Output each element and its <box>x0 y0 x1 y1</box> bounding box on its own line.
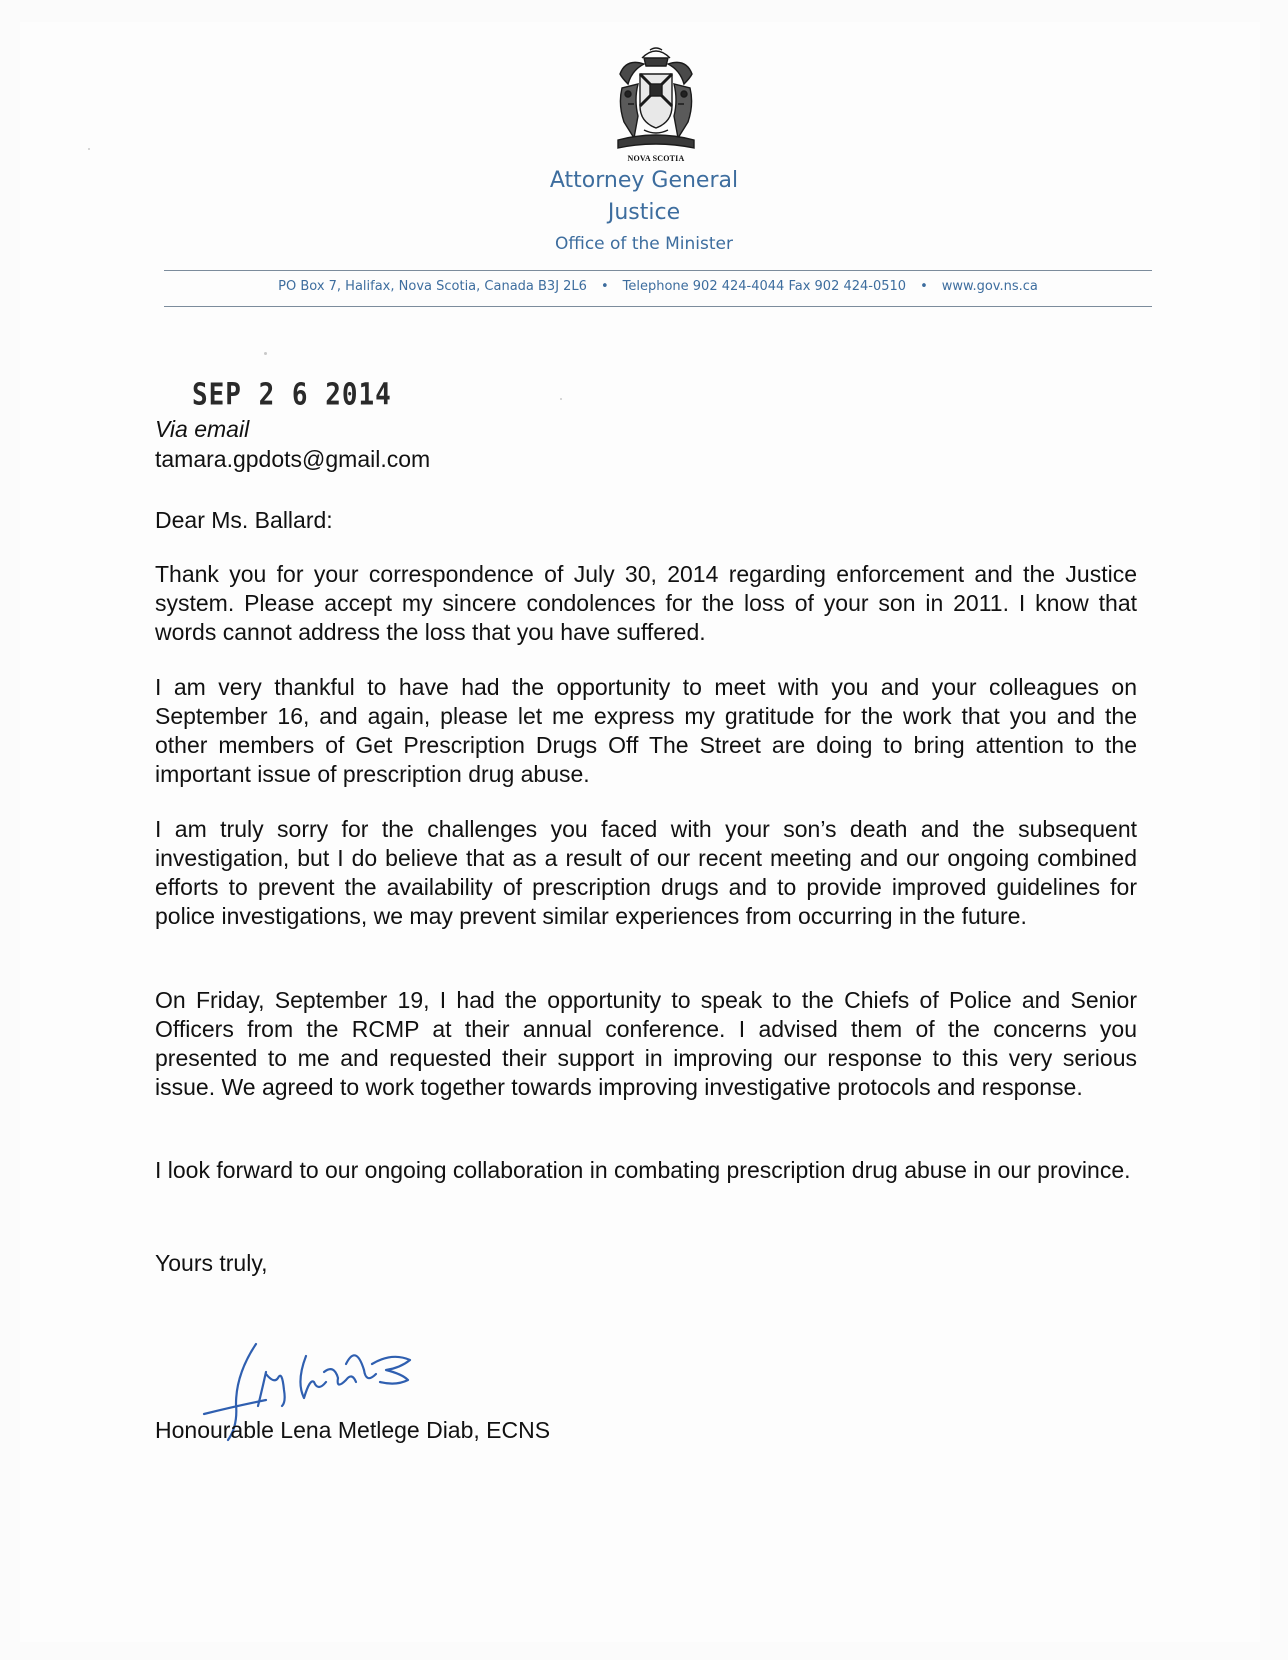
date-stamp: SEP 2 6 2014 <box>192 378 392 413</box>
scan-speck <box>264 352 267 355</box>
letterhead-website: www.gov.ns.ca <box>941 279 1038 294</box>
recipient-email: tamara.gpdots@gmail.com <box>155 446 431 472</box>
body-paragraph: I am very thankful to have had the opportunity to meet with you and your colleagues on September 16, and again, please let me express my gratitude for the work that you and the other members of Get Prescription Drugs Off The Street are doing to bring attention to the important issue of prescription drug abuse. <box>155 674 1137 787</box>
body-paragraph: I am truly sorry for the challenges you faced with your son’s death and the subsequent investigation, but I do believe that as a result of our recent meeting and our ongoing combined efforts to prevent the availability of prescription drugs and to provide improved guidelines for police investigations, we may prevent similar experiences from occurring in the future. <box>155 816 1137 929</box>
crest-label: NOVA SCOTIA <box>627 154 685 163</box>
body-paragraph: Thank you for your correspondence of July 30, 2014 regarding enforcement and the Justice system. Please accept my sincere condolences for the loss of your son in 2011. I know that words cannot address the loss that you have suffered. <box>155 561 1137 645</box>
closing: Yours truly, <box>155 1250 268 1276</box>
scan-speck <box>88 148 90 150</box>
salutation: Dear Ms. Ballard: <box>155 507 333 533</box>
nova-scotia-crest-icon <box>614 44 698 154</box>
body-paragraph: I look forward to our ongoing collaboration in combating prescription drug abuse in our province. <box>155 1157 1131 1183</box>
letterhead-department: Justice <box>607 200 681 225</box>
signer-name: Honourable Lena Metlege Diab, ECNS <box>155 1417 551 1443</box>
contact-separator: • <box>920 279 928 294</box>
letterhead-rule-top <box>164 270 1152 271</box>
letterhead-address: PO Box 7, Halifax, Nova Scotia, Canada B3J 2L6 <box>278 279 587 294</box>
contact-separator: • <box>600 279 609 294</box>
letterhead-office: Office of the Minister <box>555 234 733 254</box>
letterhead-title: Attorney General <box>549 168 739 193</box>
body-paragraph: On Friday, September 19, I had the opportunity to speak to the Chiefs of Police and Senior Officers from the RCMP at their annual conference. I advised them of the concerns you presented to me and requested their support in improving our response to this very serious issue. We agreed to work together towards improving investigative protocols and response. <box>155 987 1137 1100</box>
delivery-method: Via email <box>155 416 250 442</box>
letterhead-telephone: Telephone 902 424-4044 Fax 902 424-0510 <box>622 279 907 294</box>
letterhead-contact-line <box>164 279 1152 294</box>
letterhead-rule-bottom <box>164 306 1152 307</box>
scan-speck <box>560 398 562 400</box>
